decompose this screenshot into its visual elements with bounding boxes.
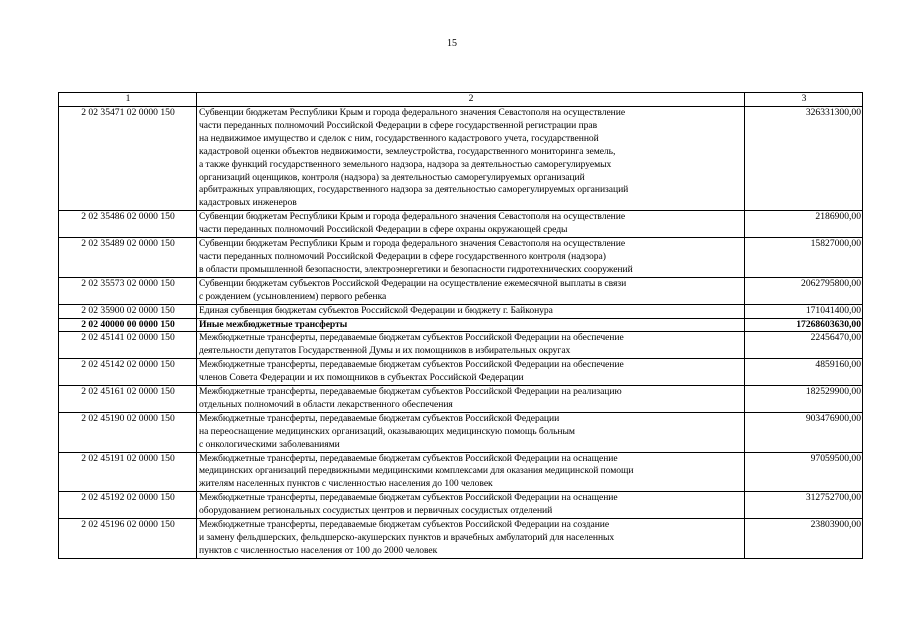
classification-code: 2 02 40000 00 0000 150 [59, 318, 197, 332]
item-description: Межбюджетные трансферты, передаваемые бюджетам субъектов Российской Федерации на реализацию отдельных полномочий в области лекарственного обеспечения [197, 386, 745, 413]
amount: 903476900,00 [745, 412, 863, 452]
item-description: Межбюджетные трансферты, передаваемые бюджетам субъектов Российской Федерации на оснащение оборудованием региональных сосудистых центров и первичных сосудистых отделений [197, 492, 745, 519]
table-row [59, 332, 863, 359]
header-col-name: 2 [197, 93, 745, 107]
item-description: Межбюджетные трансферты, передаваемые бюджетам субъектов Российской Федерации на обеспечение членов Совета Федерации и их помощников в субъектах Российской Федерации [197, 359, 745, 386]
amount: 171041400,00 [745, 304, 863, 318]
table-row [59, 318, 863, 332]
header-col-sum: 3 [745, 93, 863, 107]
item-description: Межбюджетные трансферты, передаваемые бюджетам субъектов Российской Федерации на переоснащение медицинских организаций, оказывающих медицинскую помощь больным с онкологическими заболеваниями [197, 412, 745, 452]
amount: 182529900,00 [745, 386, 863, 413]
amount: 22456470,00 [745, 332, 863, 359]
classification-code: 2 02 35573 02 0000 150 [59, 277, 197, 304]
item-description: Субвенции бюджетам Республики Крым и города федерального значения Севастополя на осуществление части переданных полномочий Российской Федерации в сфере охраны окружающей среды [197, 211, 745, 238]
amount: 23803900,00 [745, 519, 863, 559]
item-description: Субвенции бюджетам Республики Крым и города федерального значения Севастополя на осуществление части переданных полномочий Российской Федерации в сфере государственного контроля (надзора) в области промышленной безопасности, электроэнергетики и безопасности гидротехнических сооружений [197, 238, 745, 278]
page-number: 15 [447, 38, 457, 49]
table-row [59, 412, 863, 452]
classification-code: 2 02 45190 02 0000 150 [59, 412, 197, 452]
header-col-code: 1 [59, 93, 197, 107]
header-row [59, 93, 863, 107]
amount: 312752700,00 [745, 492, 863, 519]
amount: 4859160,00 [745, 359, 863, 386]
classification-code: 2 02 45196 02 0000 150 [59, 519, 197, 559]
amount: 326331300,00 [745, 107, 863, 211]
item-description: Единая субвенция бюджетам субъектов Российской Федерации и бюджету г. Байконура [197, 304, 745, 318]
table-row [59, 492, 863, 519]
item-description: Субвенции бюджетам субъектов Российской Федерации на осуществление ежемесячной выплаты в связи с рождением (усыновлением) первого ребенка [197, 277, 745, 304]
classification-code: 2 02 45191 02 0000 150 [59, 452, 197, 492]
amount: 2062795800,00 [745, 277, 863, 304]
table-row [59, 386, 863, 413]
classification-code: 2 02 35489 02 0000 150 [59, 238, 197, 278]
classification-code: 2 02 35471 02 0000 150 [59, 107, 197, 211]
amount: 2186900,00 [745, 211, 863, 238]
item-description: Межбюджетные трансферты, передаваемые бюджетам субъектов Российской Федерации на обеспечение деятельности депутатов Государственной Думы и их помощников в избирательных округах [197, 332, 745, 359]
table-row [59, 238, 863, 278]
classification-code: 2 02 45142 02 0000 150 [59, 359, 197, 386]
table-row [59, 359, 863, 386]
item-description: Субвенции бюджетам Республики Крым и города федерального значения Севастополя на осуществление части переданных полномочий Российской Федерации в сфере государственной регистрации прав на недвижимое имущество и сделок с ним, государственного кадастрового учета, государственной кадастровой оценки объектов недвижимости, землеустройства, государственного мониторинга земель, а также функций государственного земельного надзора, надзора за деятельностью саморегулируемых организаций оценщиков, контроля (надзора) за деятельностью саморегулируемых организаций арбитражных управляющих, государственного надзора за деятельностью саморегулируемых организаций кадастровых инженеров [197, 107, 745, 211]
table-body [59, 107, 863, 559]
table-row [59, 211, 863, 238]
table-row [59, 519, 863, 559]
classification-code: 2 02 45192 02 0000 150 [59, 492, 197, 519]
classification-code: 2 02 35486 02 0000 150 [59, 211, 197, 238]
item-description: Межбюджетные трансферты, передаваемые бюджетам субъектов Российской Федерации на создание и замену фельдшерских, фельдшерско-акушерских пунктов и врачебных амбулаторий для населенных пунктов с численностью населения от 100 до 2000 человек [197, 519, 745, 559]
amount: 17268603630,00 [745, 318, 863, 332]
table-row [59, 452, 863, 492]
amount: 97059500,00 [745, 452, 863, 492]
amount: 15827000,00 [745, 238, 863, 278]
table-header [59, 93, 863, 107]
classification-code: 2 02 45161 02 0000 150 [59, 386, 197, 413]
classification-code: 2 02 35900 02 0000 150 [59, 304, 197, 318]
budget-revenue-table [58, 92, 863, 559]
item-description: Иные межбюджетные трансферты [197, 318, 745, 332]
table-row [59, 277, 863, 304]
table-row [59, 304, 863, 318]
table-row [59, 107, 863, 211]
item-description: Межбюджетные трансферты, передаваемые бюджетам субъектов Российской Федерации на оснащение медицинских организаций передвижными медицинскими комплексами для оказания медицинской помощи жителям населенных пунктов с численностью населения до 100 человек [197, 452, 745, 492]
classification-code: 2 02 45141 02 0000 150 [59, 332, 197, 359]
